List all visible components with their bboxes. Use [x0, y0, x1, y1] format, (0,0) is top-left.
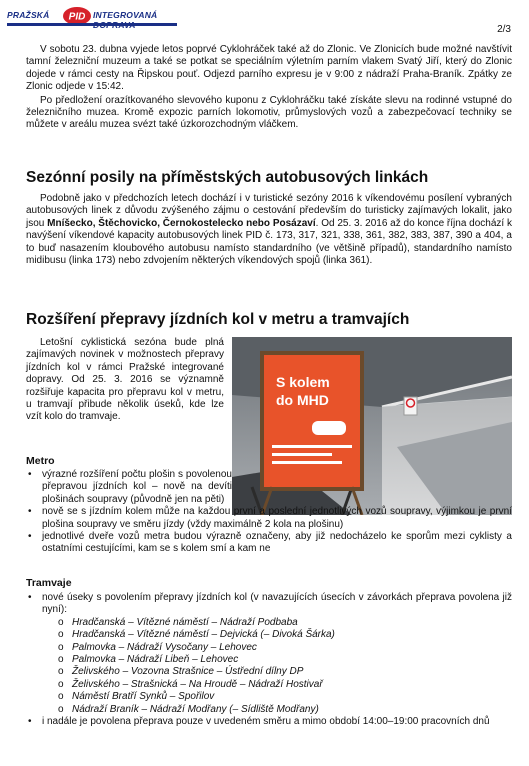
- intro-paragraph-1: V sobotu 23. dubna vyjede letos poprvé Cyklohráček také až do Zlonic. Ve Zlonicích bude možné navštívit tamní železniční muzeum a také se potkat se speciálním výletním parním vlakem Svatý Jiří, který do Zlonic dojede v rámci cesty na Řipskou pouť. Odjezd parního expresu je v 9:00 z nádraží Praha-Braník. Zpátky ze Zlonic odjede v 15:42.: [26, 44, 512, 93]
- section-buses-text: [26, 193, 512, 267]
- buses-text-b: . Od 25. 3. 2016 až do konce října dochází k navýšení víkendové kapacity autobusových linek PID č. 173, 317, 321, 338, 361, 382, 383, 387, 390 a 404, a to buď nasazením kloubového autobusu namísto standardního (ve většině případů), standardního namísto midibusu (linka 173) nebo zdvojením některých víkendových spojů (linka 361).: [26, 217, 512, 267]
- section-buses-paragraph: [26, 193, 512, 267]
- intro-text: [26, 44, 512, 132]
- logo-mark: PID: [68, 11, 86, 23]
- intro-paragraph-2: Po předložení orazítkovaného slevového kuponu z Cyklohráčku také získáte slevu na rodinné vstupné do železničního muzea. Kromě expozic parních lokomotiv, průmyslových vozů a zabezpečovací techniky se můžete v areálu muzea svézt také úzkorozchodným vláčkem.: [26, 94, 512, 131]
- buses-text-a: Podobně jako v předchozích letech dochází i v turistické sezóny 2016 k víkendovému posílení vybraných autobusových linek z důvodu zvýšeného zájmu o cestování především do turisticky zajímavých lokalit, jako jsou: [26, 193, 512, 229]
- tram-list: [26, 592, 512, 728]
- metro-heading: Metro: [26, 455, 55, 467]
- tram-routes-list: [42, 617, 512, 716]
- logo-text-left: PRAŽSKÁ: [7, 10, 50, 20]
- tram-route: o Palmovka – Nádraží Vysočany – Lehovec: [42, 642, 512, 654]
- metro-item: • jednotlivé dveře vozů metra budou výrazně označeny, aby již nedocházelo ke sporům mezi cyklisty a ostatními cestujícími, kam se s kolem smí a kam ne: [26, 531, 512, 556]
- bikes-intro-paragraph: Letošní cyklistická sezóna bude plná zajímavých novinek v možnostech přepravy jízdních kol v rámci Pražské integrované dopravy. Od 25. 3. 2016 se významně rozšiřuje kapacita pro přepravu kol v metru, u tramvají přibude několik úseků, kde lze vzít kolo do tramvaje.: [26, 337, 224, 423]
- logo-text-right: INTEGROVANÁ: [93, 10, 158, 20]
- tram-route: o Hradčanská – Vítězné náměstí – Nádraží Podbaba: [42, 617, 512, 629]
- tram-heading: Tramvaje: [26, 577, 72, 589]
- pid-logo: [7, 6, 177, 28]
- metro-item: • výrazné rozšíření počtu plošin s povolenou přepravou jízdních kol – nově na devíti plošinách soupravy (původně jen na pěti): [26, 469, 232, 506]
- poster-headline-2: do MHD: [276, 392, 329, 408]
- buses-text-bold: Mníšecko, Štěchovicko, Černokostelecko nebo Posázaví: [47, 217, 316, 229]
- tram-lead-item: [26, 592, 512, 716]
- poster-headline-1: S kolem: [276, 374, 330, 390]
- section-title-bikes: Rozšíření přepravy jízdních kol v metru a tramvajích: [26, 311, 410, 328]
- metro-list: [26, 469, 512, 556]
- tram-route: o Želivského – Vozovna Strašnice – Ústřední dílny DP: [42, 666, 512, 678]
- tram-route: o Želivského – Strašnická – Na Hroudě – Nádraží Hostivař: [42, 679, 512, 691]
- tram-route: o Náměstí Bratří Synků – Spořilov: [42, 691, 512, 703]
- metro-item: • nově se s jízdním kolem může na každou první a poslední jednotlivých vozů soupravy, výjimkou je první plošina soupravy ve směru jízdy (vždy maximálně 2 kola na plošinu): [26, 506, 512, 531]
- tram-route: o Nádraží Braník – Nádraží Modřany (– Sídliště Modřany): [42, 704, 512, 716]
- tram-lead-text: nové úseky s povolením přepravy jízdních kol (v navazujících úsecích v závorkách přeprava povolena již nyní):: [42, 592, 512, 616]
- section-bikes-intro: [26, 337, 224, 424]
- logo-rule: [7, 23, 177, 26]
- tram-route: o Hradčanská – Vítězné náměstí – Dejvická (– Divoká Šárka): [42, 629, 512, 641]
- tram-route: o Palmovka – Nádraží Libeň – Lehovec: [42, 654, 512, 666]
- page-number: 2/3: [497, 24, 511, 35]
- tram-last-item: • i nadále je povolena přeprava pouze v uvedeném směru a mimo období 14:00–19:00 pracovních dnů: [26, 716, 512, 728]
- section-title-buses: Sezónní posily na příměstských autobusových linkách: [26, 169, 429, 186]
